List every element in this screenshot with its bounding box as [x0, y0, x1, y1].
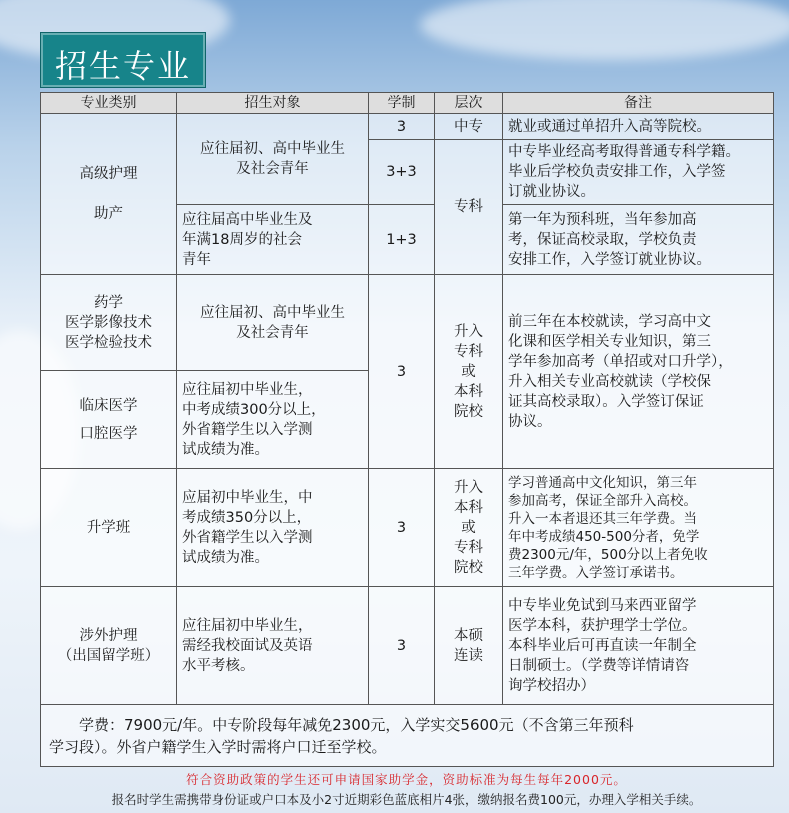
target-text: 及社会青年 [236, 324, 309, 341]
note-cell [503, 587, 774, 705]
category-text: 助产 [94, 206, 123, 222]
note-text: 费2300元/年，500分以上者免收 [508, 546, 708, 563]
note-text: 前三年在本校就读，学习高中文 [508, 313, 711, 330]
level-cell [435, 587, 503, 705]
fee-row [41, 705, 774, 767]
target-text: 需经我校面试及英语 [182, 637, 313, 654]
level-text: 或 [461, 519, 476, 536]
section-title-box [40, 32, 206, 88]
level-text: 或 [461, 363, 476, 380]
table-row [41, 587, 774, 705]
note-text: 参加高考，保证全部升入高校。 [508, 492, 697, 509]
table-row [41, 469, 774, 587]
level-text: 院校 [454, 559, 483, 576]
target-text: 水平考核。 [182, 657, 255, 674]
fee-text: 学习段）。外省户籍学生入学时需将户口迁至学校。 [49, 737, 387, 756]
note-text: 中专毕业经高考取得普通专科学籍。 [508, 144, 740, 160]
duration-cell: 3 [369, 275, 435, 469]
target-text: 青年 [182, 251, 211, 268]
target-text: 及社会青年 [236, 161, 309, 177]
note-text: 医学本科，获护理学士学位。 [508, 617, 697, 634]
note-text: 询学校招办） [508, 677, 595, 694]
level-text: 专科 [454, 343, 483, 360]
duration-cell: 3+3 [369, 140, 435, 205]
category-foreign-nursing [41, 587, 177, 705]
page-title: 招生专业 [54, 47, 191, 85]
registration-note: 报名时学生需携带身份证或户口本及小2寸近期彩色蓝底相片4张，缴纳报名费100元，办理入学相关手续。 [111, 792, 702, 807]
header-level: 层次 [435, 93, 503, 114]
target-text: 应往届初、高中毕业生 [200, 141, 345, 157]
table-row [41, 114, 774, 140]
note-text: 升入相关专业高校就读（学校保 [508, 373, 711, 390]
category-text: 药学 [94, 294, 123, 311]
note-text: 年中考成绩450-500分者，免学 [508, 528, 700, 545]
majors-table [40, 92, 774, 767]
target-text: 应届初中毕业生，中 [182, 489, 313, 506]
category-text: 口腔医学 [79, 425, 138, 442]
note-text: 学年参加高考（单招或对口升学）， [508, 353, 733, 370]
note-text: 化课和医学相关专业知识，第三 [508, 333, 711, 350]
target-text: 考成绩350分以上， [182, 509, 312, 526]
table-header-row [41, 93, 774, 114]
target-cell [177, 587, 369, 705]
note-text: 本科毕业后可再直读一年制全 [508, 637, 697, 654]
note-text: 订就业协议。 [508, 184, 595, 200]
target-cell [177, 205, 369, 275]
category-text: 高级护理 [79, 166, 138, 182]
category-text: 医学影像技术 [65, 314, 152, 331]
note-cell: 就业或通过单招升入高等院校。 [503, 114, 774, 140]
level-text: 升入 [454, 479, 483, 496]
duration-cell: 1+3 [369, 205, 435, 275]
header-category: 专业类别 [41, 93, 177, 114]
target-text: 外省籍学生以入学测 [182, 529, 313, 546]
note-text: 协议。 [508, 413, 552, 430]
target-cell [177, 469, 369, 587]
note-text: 考，保证高校录取，学校负责 [508, 231, 697, 248]
target-cell [177, 275, 369, 371]
note-text: 三年学费。入学签订承诺书。 [508, 564, 684, 581]
duration-cell: 3 [369, 469, 435, 587]
table-row [41, 275, 774, 371]
level-text: 本科 [454, 383, 483, 400]
note-text: 安排工作，入学签订就业协议。 [508, 251, 711, 268]
category-nursing [41, 114, 177, 275]
grant-note: 符合资助政策的学生还可申请国家助学金，资助标准为每生每年2000元。 [186, 772, 627, 787]
category-pharmacy [41, 275, 177, 371]
target-text: 试成绩为准。 [182, 549, 269, 566]
note-text: 证其高校录取）。入学签订保证 [508, 393, 704, 410]
category-upgrade-class: 升学班 [41, 469, 177, 587]
target-text: 外省籍学生以入学测 [182, 421, 313, 438]
level-text: 连读 [454, 647, 483, 664]
target-text: 应往届初中毕业生， [182, 381, 313, 398]
target-text: 应往届初中毕业生， [182, 617, 313, 634]
target-cell [177, 114, 369, 205]
note-cell [503, 469, 774, 587]
target-text: 应往届初、高中毕业生 [200, 304, 345, 321]
note-text: 日制硕士。（学费等详情请咨 [508, 657, 690, 674]
fee-cell [41, 705, 774, 767]
category-text: （出国留学班） [57, 647, 160, 664]
level-cell [435, 275, 503, 469]
target-text: 应往届高中毕业生及 [182, 211, 313, 228]
note-cell [503, 140, 774, 205]
category-text: 医学检验技术 [65, 334, 152, 351]
note-text: 第一年为预科班，当年参加高 [508, 211, 697, 228]
note-text: 学习普通高中文化知识，第三年 [508, 474, 697, 491]
category-text: 临床医学 [79, 397, 138, 414]
level-text: 专科 [454, 539, 483, 556]
note-cell [503, 205, 774, 275]
category-text: 涉外护理 [79, 627, 138, 644]
note-text: 中专毕业免试到马来西亚留学 [508, 597, 697, 614]
note-text: 毕业后学校负责安排工作，入学签 [508, 164, 726, 180]
target-cell [177, 371, 369, 469]
duration-cell: 3 [369, 587, 435, 705]
level-cell: 中专 [435, 114, 503, 140]
cloud-decoration [420, 0, 789, 60]
level-cell [435, 469, 503, 587]
header-target: 招生对象 [177, 93, 369, 114]
majors-table-wrapper [40, 92, 773, 767]
level-text: 本科 [454, 499, 483, 516]
level-text: 本硕 [454, 627, 483, 644]
header-notes: 备注 [503, 93, 774, 114]
target-text: 年满18周岁的社会 [182, 231, 302, 248]
duration-cell: 3 [369, 114, 435, 140]
note-cell [503, 275, 774, 469]
level-cell: 专科 [435, 140, 503, 275]
level-text: 升入 [454, 323, 483, 340]
target-text: 中考成绩300分以上， [182, 401, 326, 418]
fee-text: 学费：7900元/年。中专阶段每年减免2300元，入学实交5600元（不含第三年预科 [79, 715, 634, 734]
header-duration: 学制 [369, 93, 435, 114]
target-text: 试成绩为准。 [182, 441, 269, 458]
category-clinical [41, 371, 177, 469]
note-text: 升入一本者退还其三年学费。当 [508, 510, 697, 527]
level-text: 院校 [454, 403, 483, 420]
